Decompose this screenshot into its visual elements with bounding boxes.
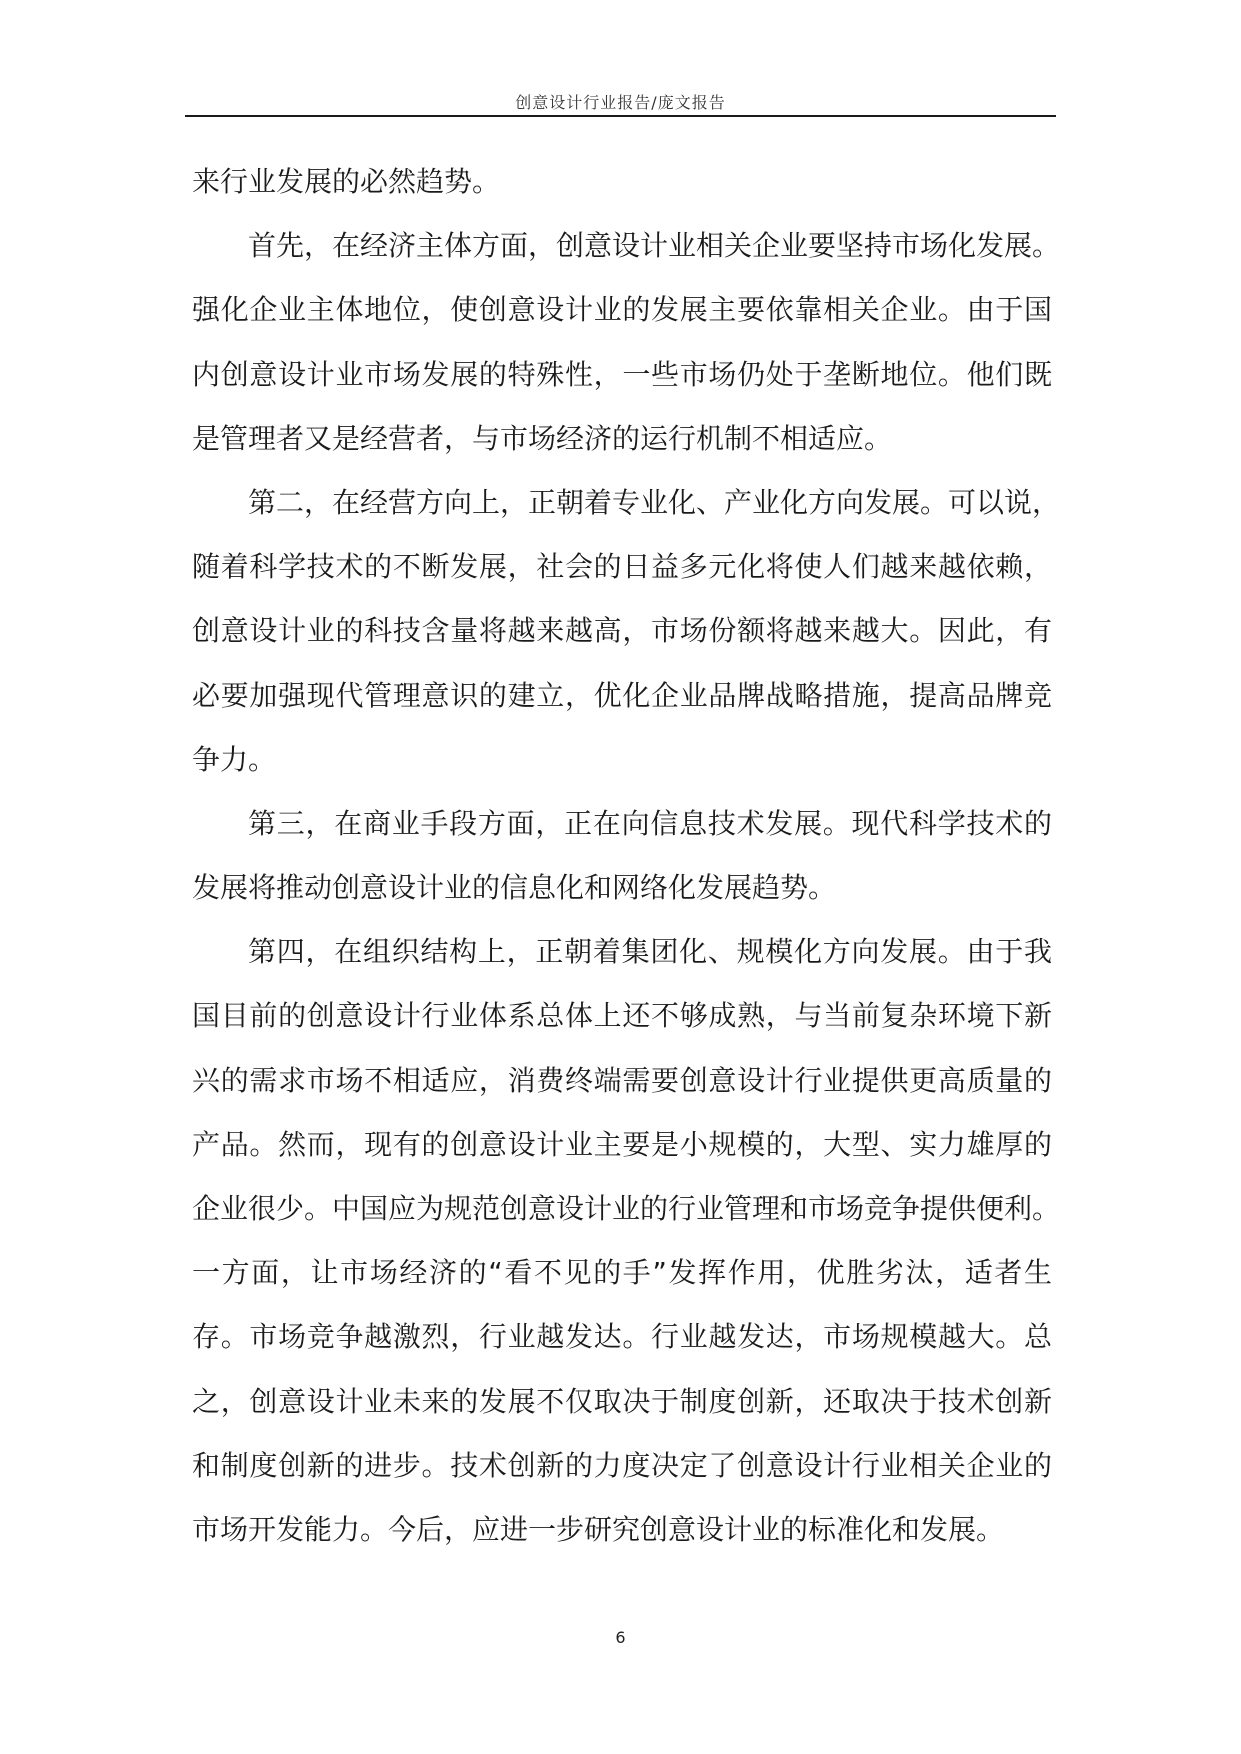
text-line: 首先，在经济主体方面，创意设计业相关企业要坚持市场化发展。 <box>248 229 1061 263</box>
header-divider <box>185 115 1056 117</box>
text-line: 内创意设计业市场发展的特殊性，一些市场仍处于垄断地位。他们既 <box>192 357 1052 391</box>
text-line: 第四，在组织结构上，正朝着集团化、规模化方向发展。由于我 <box>248 935 1052 969</box>
text-line: 之，创意设计业未来的发展不仅取决于制度创新，还取决于技术创新 <box>192 1384 1052 1418</box>
text-line: 一方面，让市场经济的“看不见的手”发挥作用，优胜劣汰，适者生 <box>192 1256 1052 1290</box>
text-line: 和制度创新的进步。技术创新的力度决定了创意设计行业相关企业的 <box>192 1448 1052 1482</box>
text-line: 企业很少。中国应为规范创意设计业的行业管理和市场竞争提供便利。 <box>192 1192 1061 1225</box>
text-line: 强化企业主体地位，使创意设计业的发展主要依靠相关企业。由于国 <box>192 293 1052 327</box>
text-line: 存。市场竞争越激烈，行业越发达。行业越发达，市场规模越大。总 <box>192 1320 1052 1354</box>
text-line: 兴的需求市场不相适应，消费终端需要创意设计行业提供更高质量的 <box>192 1063 1052 1097</box>
text-line: 是管理者又是经营者，与市场经济的运行机制不相适应。 <box>192 421 893 455</box>
text-line: 必要加强现代管理意识的建立，优化企业品牌战略措施，提高品牌竞 <box>192 678 1052 712</box>
text-line: 来行业发展的必然趋势。 <box>192 165 501 198</box>
page-number: 6 <box>615 1628 626 1647</box>
text-line: 随着科学技术的不断发展，社会的日益多元化将使人们越来越依赖， <box>192 550 1052 584</box>
text-line: 产品。然而，现有的创意设计业主要是小规模的，大型、实力雄厚的 <box>192 1127 1052 1161</box>
text-line: 第二，在经营方向上，正朝着专业化、产业化方向发展。可以说， <box>248 485 1061 519</box>
text-line: 发展将推动创意设计业的信息化和网络化发展趋势。 <box>192 871 837 905</box>
text-line: 第三，在商业手段方面，正在向信息技术发展。现代科学技术的 <box>248 806 1052 840</box>
text-line: 创意设计业的科技含量将越来越高，市场份额将越来越大。因此，有 <box>192 614 1052 648</box>
text-line: 市场开发能力。今后，应进一步研究创意设计业的标准化和发展。 <box>192 1512 1005 1546</box>
running-header: 创意设计行业报告/庞文报告 <box>515 93 726 112</box>
body-text <box>192 154 1061 1566</box>
text-line: 争力。 <box>192 742 277 776</box>
text-line: 国目前的创意设计行业体系总体上还不够成熟，与当前复杂环境下新 <box>192 999 1052 1033</box>
